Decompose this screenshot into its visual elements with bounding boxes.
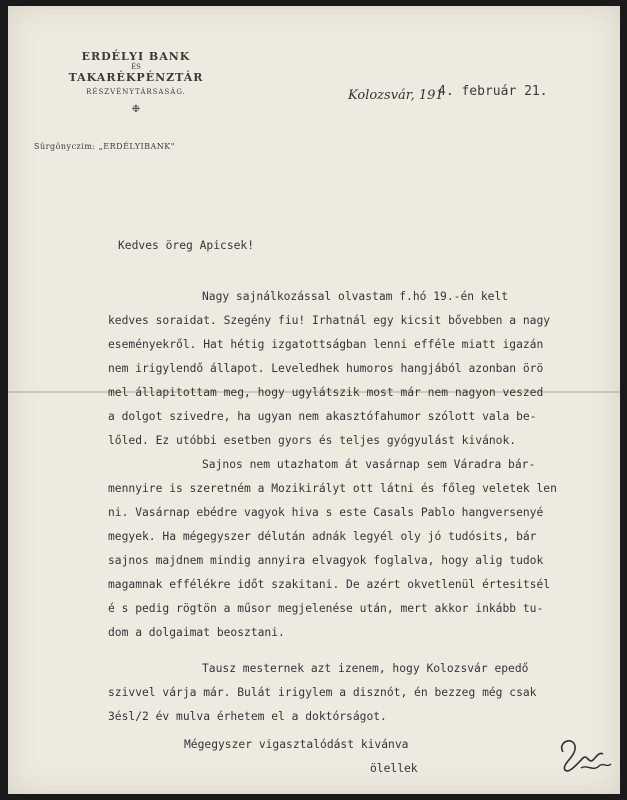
letterhead-bank: ERDÉLYI BANK [81, 50, 191, 63]
ornament-icon: ❉ [131, 104, 141, 115]
body-line: ni. Vasárnap ebédre vagyok hiva s este Casals Pablo hangversenyé [108, 506, 544, 519]
closing-word: ölellek [370, 762, 418, 775]
body-line: Sajnos nem utazhatom át vasárnap sem Váradra bár- [202, 458, 536, 471]
body-line: magamnak effélékre időt szakitani. De azért okvetlenül értesitsél [108, 578, 551, 591]
letterhead-es: ÉS [131, 63, 141, 71]
place-line: Kolozsvár, 191 [348, 88, 444, 103]
body-line: é s pedig rögtön a műsor megjelenése után, mert akkor inkább tu- [108, 602, 544, 615]
telegram-address: Sürgönyczim: „ERDÉLYIBANK" [34, 142, 175, 151]
salutation: Kedves öreg Apicsek! [118, 239, 255, 252]
letterhead [36, 50, 236, 115]
letter-date: 4. február 21. [438, 84, 548, 99]
body-line: sajnos majdnem mindig annyira elvagyok foglalva, hogy alig tudok [108, 554, 544, 567]
body-line: lőled. Ez utóbbi esetben gyors és teljes gyógyulást kivánok. [108, 434, 517, 447]
letter-sheet [8, 6, 620, 794]
letterhead-takarek: TAKARÉKPÉNZTÁR [68, 71, 204, 84]
body-line: Nagy sajnálkozással olvastam f.hó 19.-én kelt [202, 290, 509, 303]
closing-line: Mégegyszer vigasztalódást kivánva [184, 738, 409, 751]
body-line: kedves soraidat. Szegény fiu! Irhatnál egy kicsit bővebben a nagy [108, 314, 551, 327]
body-line: a dolgot szivedre, ha ugyan nem akasztófahumor szólott vala be- [108, 410, 537, 423]
body-line: 3ésl/2 év mulva érhetem el a doktórságot. [108, 710, 387, 723]
body-line: megyek. Ha mégegyszer délután adnák legyél oly jó tudósits, bár [108, 530, 537, 543]
body-line: mennyire is szeretném a Mozikirályt ott látni és főleg veletek len [108, 482, 557, 495]
body-line: mel állapitottam meg, hogy ugylátszik most már nem nagyon veszed [108, 386, 544, 399]
body-line: eseményekről. Hat hétig izgatottságban lenni efféle miatt igazán [108, 338, 544, 351]
bleed-through-text [138, 124, 608, 244]
body-line: dom a dolgaimat beosztani. [108, 626, 285, 639]
handwritten-signature [555, 734, 613, 782]
body-line: nem irigylendő állapot. Leveledhek humoros hangjából azonban örö [108, 362, 544, 375]
letterhead-rt: RÉSZVÉNYTÁRSASÁG. [86, 88, 186, 96]
body-line: Tausz mesternek azt izenem, hogy Kolozsvár epedő [202, 662, 529, 675]
body-line: szivvel várja már. Bulát irigylem a disznót, én bezzeg még csak [108, 686, 537, 699]
